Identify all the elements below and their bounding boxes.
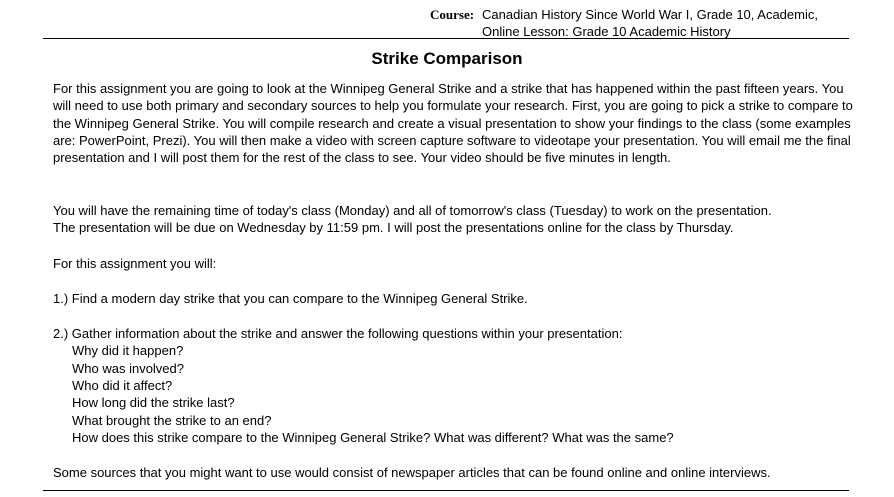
time-line-1: You will have the remaining time of today's class (Monday) and all of tomorrow's class (Tuesday) to work on the presentation. [53, 203, 772, 218]
question-item: Who did it affect? [72, 378, 173, 394]
course-line-1 [430, 6, 850, 23]
bottom-divider [43, 490, 849, 491]
top-divider [43, 38, 849, 39]
course-line-2: Online Lesson: Grade 10 Academic History [482, 24, 731, 39]
question-item: How long did the strike last? [72, 395, 235, 411]
question-item: Why did it happen? [72, 343, 184, 359]
assignment-body [53, 80, 853, 482]
page-title: Strike Comparison [371, 49, 523, 68]
question-item: How does this strike compare to the Winnipeg General Strike? What was different? What was the same? [72, 429, 674, 445]
step-2-block [53, 325, 853, 446]
intro-paragraph: For this assignment you are going to look at the Winnipeg General Strike and a strike that has happened within the past fifteen years. You will need to use both primary and secondary sources to help you formulate your research. First, you are going to pick a strike to compare to the Winnipeg General Strike. You will compile research and create a visual presentation to show your findings to the class (some examples are: PowerPoint, Prezi). You will then make a video with screen capture software to videotape your presentation. You will email me the final presentation and I will post them for the rest of the class to see. Your video should be five minutes in length. [53, 81, 853, 166]
course-label: Course: [430, 7, 475, 22]
sources-paragraph: Some sources that you might want to use would consist of newspaper articles that can be found online and online interviews. [53, 465, 771, 481]
course-header [430, 6, 850, 40]
time-paragraph [53, 202, 853, 237]
question-item: What brought the strike to an end? [72, 412, 272, 428]
step-2: 2.) Gather information about the strike and answer the following questions within your presentation: [53, 326, 623, 342]
for-this-assignment: For this assignment you will: [53, 255, 217, 271]
step-1: 1.) Find a modern day strike that you can compare to the Winnipeg General Strike. [53, 290, 528, 306]
time-line-2: The presentation will be due on Wednesday by 11:59 pm. I will post the presentations online for the class by Thursday. [53, 220, 734, 236]
question-list [53, 342, 853, 446]
course-name: Canadian History Since World War I, Grade 10, Academic, [482, 7, 818, 22]
question-item: Who was involved? [72, 360, 184, 376]
